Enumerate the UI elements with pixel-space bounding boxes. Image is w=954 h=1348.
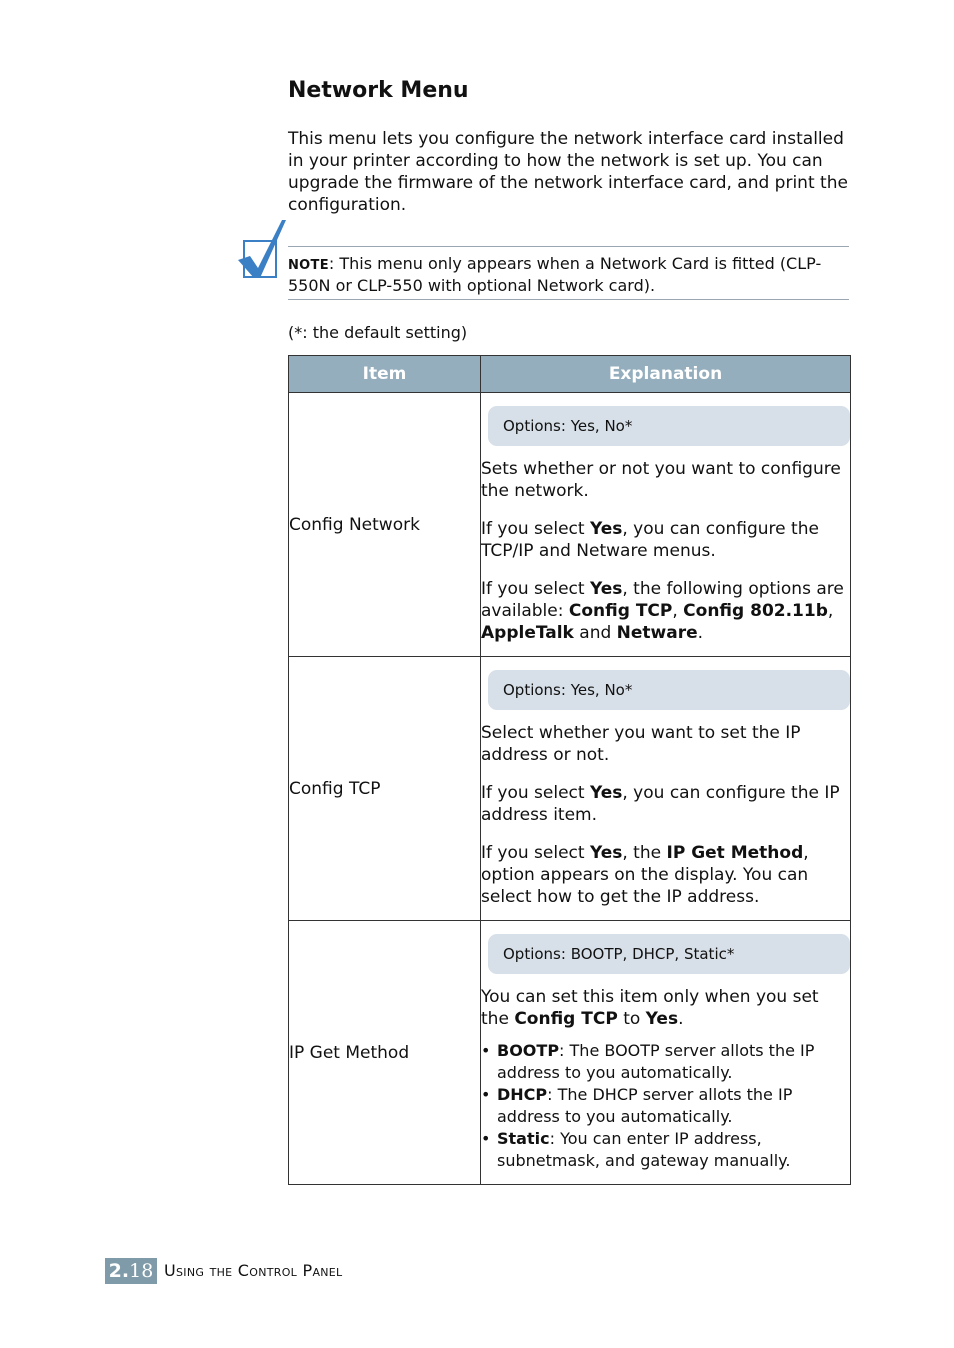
header-item: Item bbox=[289, 356, 481, 393]
options-box: Options: BOOTP, DHCP, Static* bbox=[488, 934, 850, 974]
explanation-paragraph: Sets whether or not you want to configure the network. bbox=[481, 458, 841, 501]
explanation-paragraph: If you select Yes, you can configure the IP address item. bbox=[481, 782, 840, 825]
explanation-paragraph: If you select Yes, you can configure the TCP/IP and Netware menus. bbox=[481, 518, 819, 561]
table-row bbox=[289, 393, 851, 657]
page-number: 2.18 bbox=[105, 1258, 157, 1284]
list-item: • Static: You can enter IP address, subnetmask, and gateway manually. bbox=[481, 1128, 850, 1172]
explanation-paragraph: You can set this item only when you set the Config TCP to Yes. bbox=[481, 986, 819, 1029]
explanation-paragraph: Select whether you want to set the IP address or not. bbox=[481, 722, 801, 765]
row-item: Config TCP bbox=[289, 657, 481, 921]
row-explanation bbox=[481, 393, 851, 657]
intro-paragraph: This menu lets you configure the network interface card installed in your printer according to how the network is set up. You can upgrade the firmware of the network interface card, and print the configuration. bbox=[288, 129, 848, 215]
ip-method-list bbox=[481, 1040, 850, 1172]
table-row bbox=[289, 657, 851, 921]
default-setting-note: (*: the default setting) bbox=[288, 323, 468, 342]
list-item: • BOOTP: The BOOTP server allots the IP address to you automatically. bbox=[481, 1040, 850, 1084]
explanation-paragraph: If you select Yes, the following options are available: Config TCP, Config 802.11b, AppleTalk and Netware. bbox=[481, 578, 844, 643]
note-box bbox=[288, 246, 849, 300]
network-menu-table bbox=[288, 355, 851, 1185]
header-explanation: Explanation bbox=[481, 356, 851, 393]
explanation-paragraph: If you select Yes, the IP Get Method, option appears on the display. You can select how to get the IP address. bbox=[481, 842, 809, 907]
row-item: Config Network bbox=[289, 393, 481, 657]
row-explanation bbox=[481, 921, 851, 1185]
checkmark-note-icon bbox=[236, 216, 290, 282]
row-explanation bbox=[481, 657, 851, 921]
row-item: IP Get Method bbox=[289, 921, 481, 1185]
table-header-row bbox=[289, 356, 851, 393]
table-row bbox=[289, 921, 851, 1185]
note-text: : This menu only appears when a Network Card is fitted (CLP-550N or CLP-550 with optional Network card). bbox=[288, 254, 822, 295]
options-box: Options: Yes, No* bbox=[488, 670, 850, 710]
footer-section-title: Using the Control Panel bbox=[164, 1261, 343, 1280]
page-title: Network Menu bbox=[288, 78, 469, 103]
note-label: NOTE bbox=[288, 258, 329, 273]
list-item: • DHCP: The DHCP server allots the IP address to you automatically. bbox=[481, 1084, 850, 1128]
options-box: Options: Yes, No* bbox=[488, 406, 850, 446]
